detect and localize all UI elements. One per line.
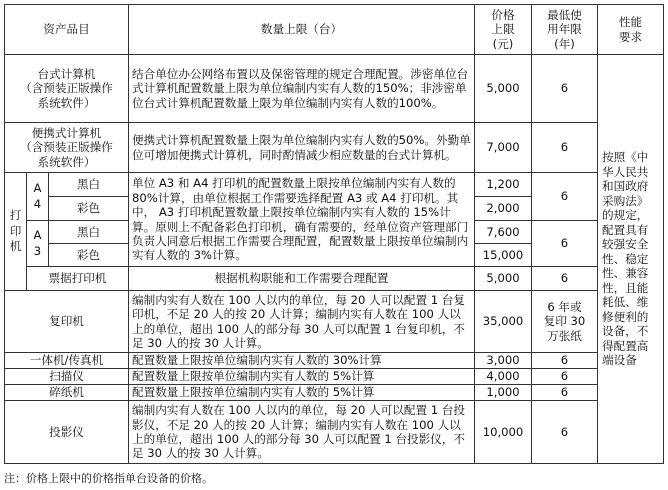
printer-a3-color-label: 彩色 [49,244,129,267]
printer-a3-mono-label: 黑白 [49,221,129,244]
fax-name: 一体机/传真机 [5,353,129,369]
printer-a4-years: 6 [532,173,598,221]
receipt-printer-name: 票据打印机 [27,267,129,291]
header-price-limit: 价格 上限 (元) [475,5,532,55]
printer-a3-color-price: 15,000 [475,244,532,267]
fax-price: 3,000 [475,353,532,369]
header-asset-name: 资产品目 [5,5,129,55]
header-performance: 性能 要求 [598,5,664,55]
copier-price: 35,000 [475,291,532,353]
table-footnote: 注：价格上限中的价格指单台设备的价格。 [4,472,213,485]
header-min-years: 最低使 用年限 (年) [532,5,598,55]
projector-price: 10,000 [475,401,532,464]
scanner-years: 6 [532,369,598,385]
projector-years: 6 [532,401,598,464]
printer-group-label: 打 印 机 [5,173,27,291]
printer-a4-color-label: 彩色 [49,197,129,221]
scanner-limit: 配置数量上限按单位编制内实有人数的 5%计算 [129,369,475,385]
scanner-price: 4,000 [475,369,532,385]
scanner-name: 扫描仪 [5,369,129,385]
laptop-name: 便携式计算机 （含预装正版操作 系统软件） [5,123,129,173]
desktop-price: 5,000 [475,55,532,123]
row-scanner [5,369,664,385]
desktop-limit: 结合单位办公网络布置以及保密管理的规定合理配置。涉密单位台式计算机配置数量上限为单位编制内实有人数的150%；非涉密单位台式计算机配置数量上限为单位编制内实有人数的100%。 [129,55,475,123]
fax-years: 6 [532,353,598,369]
fax-limit: 配置数量上限按单位编制内实有人数的 30%计算 [129,353,475,369]
printer-a4-color-price: 2,000 [475,197,532,221]
projector-name: 投影仪 [5,401,129,464]
copier-name: 复印机 [5,291,129,353]
printer-a3-label: A 3 [27,221,49,267]
receipt-printer-limit: 根据机构职能和工作需要合理配置 [129,267,475,291]
printer-limit: 单位 A3 和 A4 打印机的配置数量上限按单位编制内实有人数的 80%计算，由单位根据工作需要选择配置 A3 或 A4 打印机。其中， A3 打印机配置数量上限按单位编制内实有人数的 15%计算。原则上不配备彩色打印机，确有需要的，经单位资产管理部门负责人同意后根据工作需要合理配置，配置数量上限按单位编制内实有人数的 3%计算。 [129,173,475,267]
performance-requirement: 按照《中华人民共和国政府采购法》的规定，配置具有较强安全性、稳定性、兼容性，且能耗低、维修便利的设备，不得配置高端设备 [598,55,664,464]
desktop-years: 6 [532,55,598,123]
laptop-limit: 便携式计算机配置数量上限为单位编制内实有人数的50%。外勤单位可增加便携式计算机，同时酌情减少相应数量的台式计算机。 [129,123,475,173]
row-copier [5,291,664,353]
row-desktop [5,55,664,123]
printer-a4-label: A 4 [27,173,49,221]
receipt-printer-price: 5,000 [475,267,532,291]
laptop-price: 7,000 [475,123,532,173]
asset-config-table [4,4,664,464]
shredder-limit: 配置数量上限按单位编制内实有人数的 5%计算 [129,385,475,401]
row-laptop [5,123,664,173]
row-receipt-printer [5,267,664,291]
row-shredder [5,385,664,401]
copier-years: 6 年或 复印 30 万张纸 [532,291,598,353]
header-quantity-limit: 数量上限（台） [129,5,475,55]
laptop-years: 6 [532,123,598,173]
desktop-name: 台式计算机 （含预装正版操作 系统软件） [5,55,129,123]
printer-a3-mono-price: 7,600 [475,221,532,244]
printer-a4-mono-price: 1,200 [475,173,532,197]
copier-limit: 编制内实有人数在 100 人以内的单位，每 20 人可以配置 1 台复印机，不足 20 人的按 20 人计算；编制内实有人数在 100 人以上的单位，超出 100 人的部分每 30 人可以配置 1 台复印机，不足 30 人的按 30 人计算。 [129,291,475,353]
printer-a4-mono-label: 黑白 [49,173,129,197]
row-projector [5,401,664,464]
shredder-price: 1,000 [475,385,532,401]
projector-limit: 编制内实有人数在 100 人以内的单位，每 20 人可以配置 1 台投影仪，不足 20 人的按 20 人计算；编制内实有人数在 100 人以上的单位，超出 100 人的部分每 30 人可以配置 1 台投影仪，不足 30 人的按 30 人计算。 [129,401,475,464]
header-row [5,5,664,55]
row-printer-a4-mono [5,173,664,197]
receipt-printer-years: 6 [532,267,598,291]
shredder-name: 碎纸机 [5,385,129,401]
shredder-years: 6 [532,385,598,401]
printer-a3-years: 6 [532,221,598,267]
row-fax [5,353,664,369]
